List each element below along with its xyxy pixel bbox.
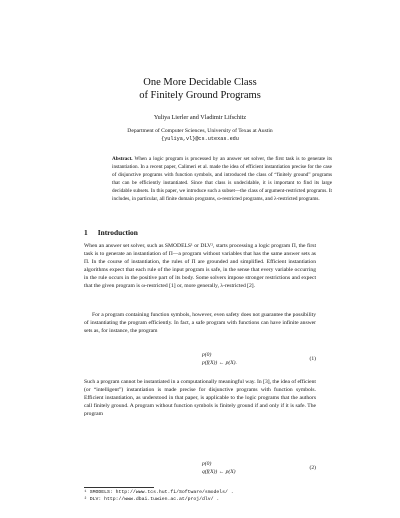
- footnote-2: ² DLV: http://www.dbai.tuwien.ac.at/proj/dlv/ .: [84, 497, 220, 502]
- paragraph-1: When an answer set solver, such as SMODELS¹ or DLV², starts processing a logic program Π, the first task is to generate an instantiation of Π—a program without variables that has the same answer sets as Π. In the course of instantiation, the rules of Π are grounded and simplified. Efficient instantiation algorithms expect that each rule of the input program is safe, in the sense that every variable occurring in the rule occurs in the positive part of its body. Some solvers impose stronger restrictions and expect that the given program is ω-restricted [1] or, more generally, λ-restricted [2].: [84, 243, 316, 290]
- footnote-rule: [84, 487, 154, 488]
- equation-2-number: (2): [309, 465, 316, 471]
- paragraph-2: For a program containing function symbols, however, even safety does not guarantee the possibility of instantiating the program efficiently. In fact, a safe program with functions can have infinite answer sets as, for instance, the program: [84, 312, 316, 335]
- equation-2: [84, 461, 316, 479]
- section-heading: [84, 228, 148, 237]
- equation-2-line-1: p(0): [202, 461, 212, 467]
- section-number: 1: [84, 228, 88, 237]
- equation-1: [84, 352, 316, 370]
- paper-title-line-2: of Finitely Ground Programs: [139, 90, 261, 101]
- equation-1-line-1: p(0): [202, 352, 212, 358]
- email: {yuliya,vl}@cs.utexas.edu: [161, 136, 239, 142]
- paragraph-3: Such a program cannot be instantiated in a computationally meaningful way. In [3], the idea of efficient (or “intelligent”) instantiation is made precise for disjunctive programs with function symbols. Efficient instantiation, as understood in that paper, is applicable to the logic programs that the authors call finitely ground. A program without function symbols is finitely ground if and only if it is safe. The program: [84, 379, 316, 418]
- section-title: Introduction: [97, 228, 138, 237]
- equation-1-number: (1): [309, 356, 316, 362]
- equation-1-line-2: p(f(X)) ← p(X).: [202, 360, 237, 366]
- authors: Yuliya Lierler and Vladimir Lifschitz: [153, 114, 247, 121]
- abstract-text: When a logic program is processed by an answer set solver, the first task is to generate its instantiation. In a recent paper, Calimeri et al. made the idea of efficient instantiation precise for the case of disjunctive programs with function symbols, and introduced the class of “finitely ground” programs that can be efficiently instantiated. Since that class is undecidable, it is important to find its large decidable subsets. In this paper, we introduce such a subset—the class of argument-restricted programs. It includes, in particular, all finite domain programs, ω-restricted programs, and λ-restricted programs.: [112, 156, 332, 202]
- abstract: [112, 155, 332, 203]
- paper-title-line-1: One More Decidable Class: [143, 77, 257, 88]
- footnote-1: ¹ SMODELS: http://www.tcs.hut.fi/Software/smodels/ .: [84, 490, 234, 495]
- affiliation: Department of Computer Sciences, University of Texas at Austin: [127, 128, 273, 134]
- abstract-label: Abstract.: [112, 156, 133, 162]
- equation-2-line-2: q(f(X)) ← p(X): [202, 469, 236, 475]
